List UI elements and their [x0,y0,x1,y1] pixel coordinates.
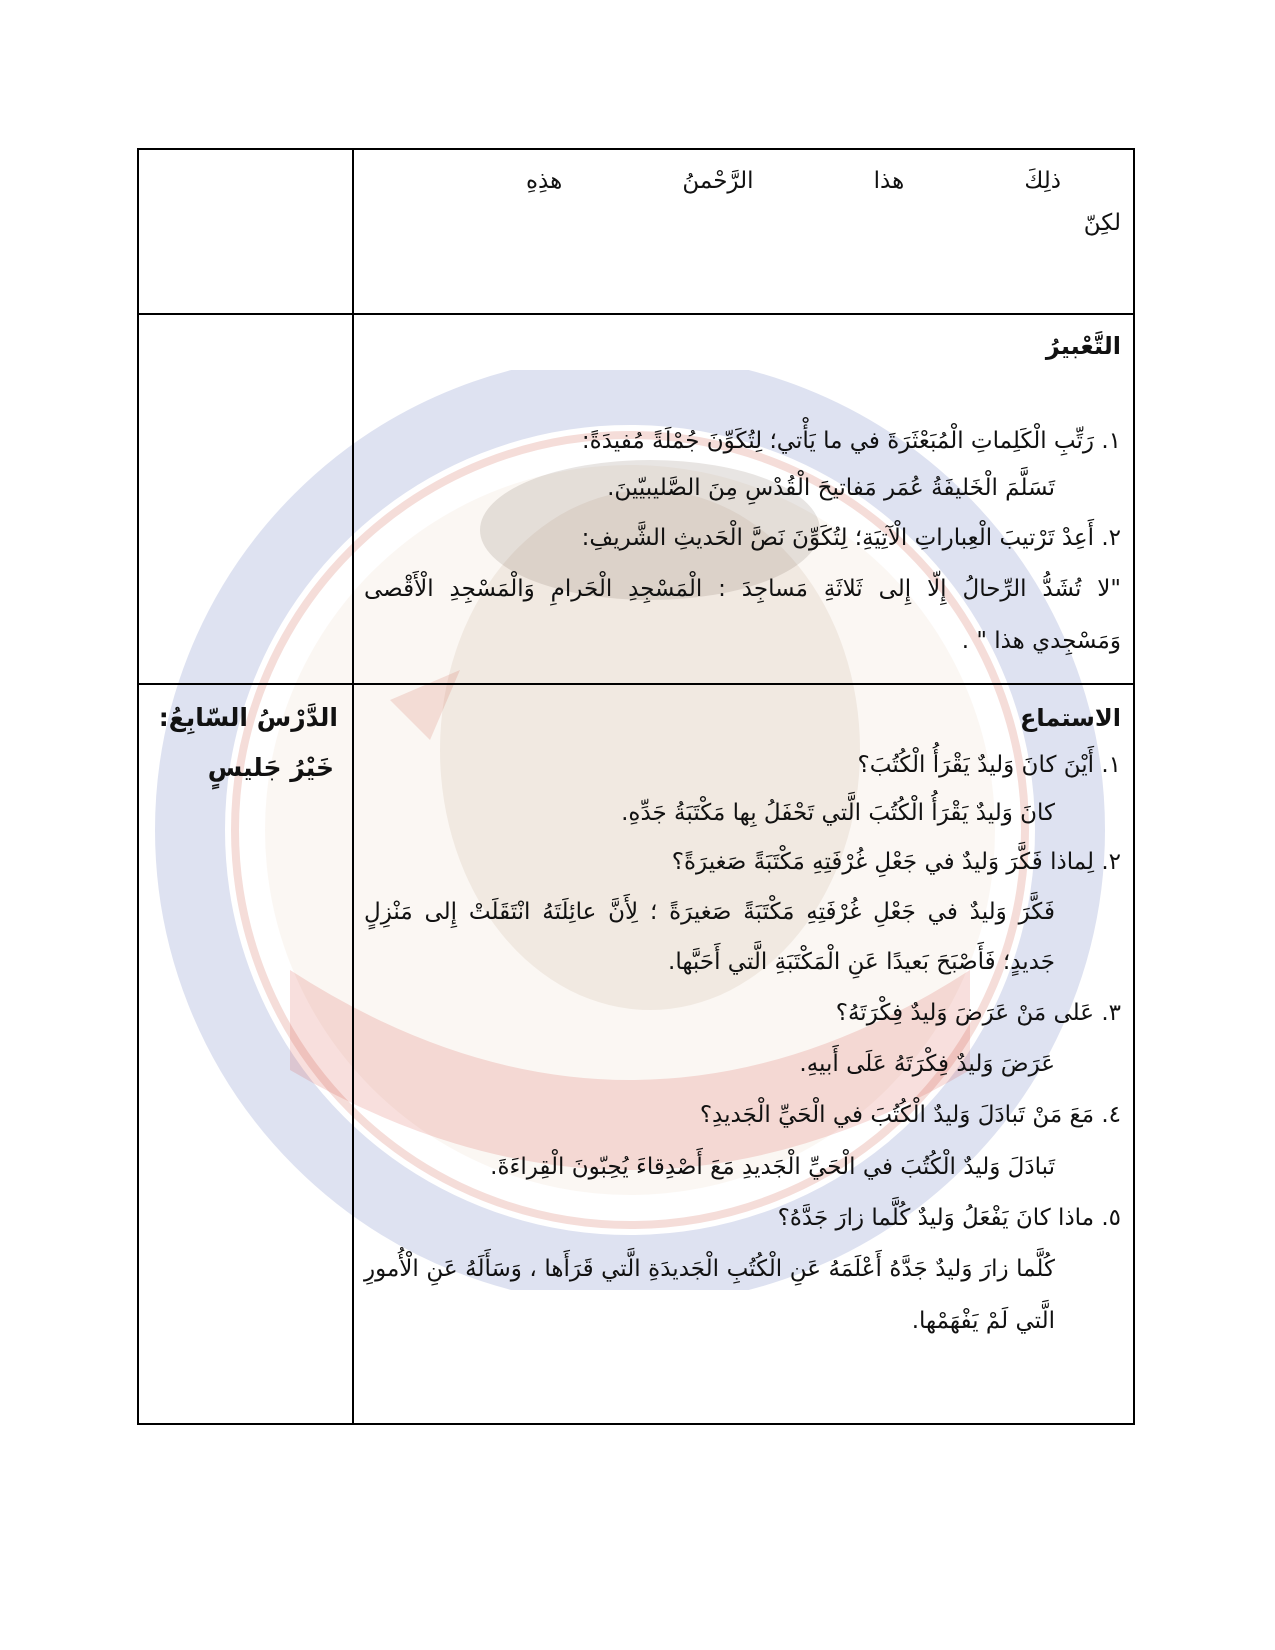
answer-line: فَكَّرَ وَليدٌ في جَعْلِ غُرْفَتِهِ مَكْتَبَةً صَغيرَةً ؛ لِأَنَّ عائِلَتَهُ انْتَقَلَتْ إِلى مَنْزِلٍ جَديدٍ؛ فَأَصْبَحَ بَعيدًا عَنِ الْمَكْتَبَةِ الَّتي أَحَبَّها. [364,899,1055,975]
section-heading-listening: الاستماع [1020,704,1121,732]
word-item: هذا [873,168,905,194]
question-line: ٥. ماذا كانَ يَفْعَلُ وَليدٌ كُلَّما زارَ جَدَّهُ؟ [777,1205,1121,1231]
main-cell [353,149,1134,314]
word-item: لكِنّ [1083,210,1121,236]
lesson-number: الدَّرْسُ السّابِعُ: [158,703,338,732]
answer-line: كانَ وَليدٌ يَقْرَأُ الْكُتُبَ الَّتي تَحْفَلُ بِها مَكْتَبَةُ جَدِّهِ. [621,800,1055,826]
question-line: ٤. مَعَ مَنْ تَبادَلَ وَليدٌ الْكُتُبَ في الْحَيِّ الْجَديدِ؟ [699,1102,1121,1128]
word-item: هذِهِ [526,168,563,194]
question-line: ٢. أَعِدْ تَرْتيبَ الْعِباراتِ الْآتِيَةِ؛ لِتُكَوِّنَ نَصَّ الْحَديثِ الشَّريفِ: [581,525,1121,551]
hadith-text: "لا تُشَدُّ الرِّحالُ إِلّا إِلى ثَلاثَةِ مَساجِدَ : الْمَسْجِدِ الْحَرامِ وَالْمَسْجِدِ الْأَقْصى وَمَسْجِدي هذا " . [364,576,1121,654]
word-item: ذلِكَ [1024,168,1061,194]
question-line: ١. رَتِّبِ الْكَلِماتِ الْمُبَعْثَرَةَ في ما يَأْتي؛ لِتُكَوِّنَ جُمْلَةً مُفيدَةً: [581,428,1121,454]
answer-line: كُلَّما زارَ وَليدٌ جَدَّهُ أَعْلَمَهُ عَنِ الْكُتُبِ الْجَديدَةِ الَّتي قَرَأَها ، وَسَأَلَهُ عَنِ الْأُمورِ الَّتي لَمْ يَفْهَمْها. [364,1256,1055,1334]
table-row [138,684,1134,1424]
word-item: الرَّحْمنُ [682,168,754,194]
main-cell [353,314,1134,684]
lesson-title: خَيْرُ جَليسٍ [207,753,334,782]
table-row [138,149,1134,314]
answer-line: تَبادَلَ وَليدٌ الْكُتُبَ في الْحَيِّ الْجَديدِ مَعَ أَصْدِقاءَ يُحِبّونَ الْقِراءَةَ. [490,1154,1055,1180]
answer-line: تَسَلَّمَ الْخَليفَةُ عُمَر مَفاتيحَ الْقُدْسِ مِنَ الصَّليبيّينَ. [607,475,1055,501]
side-cell [138,684,353,1424]
main-cell [353,684,1134,1424]
table-row [138,314,1134,684]
section-heading-expression: التَّعْبيرُ [1045,332,1121,360]
side-cell [138,314,353,684]
question-line: ٣. عَلى مَنْ عَرَضَ وَليدٌ فِكْرَتَهُ؟ [835,1000,1121,1026]
answer-line: عَرَضَ وَليدٌ فِكْرَتَهُ عَلَى أَبيهِ. [799,1051,1055,1077]
question-line: ١. أَيْنَ كانَ وَليدٌ يَقْرَأُ الْكُتُبَ؟ [857,752,1121,778]
side-cell [138,149,353,314]
lesson-table [137,148,1135,1425]
words-list [354,150,1133,194]
question-line: ٢. لِماذا فَكَّرَ وَليدٌ في جَعْلِ غُرْفَتِهِ مَكْتَبَةً صَغيرَةً؟ [671,849,1121,875]
